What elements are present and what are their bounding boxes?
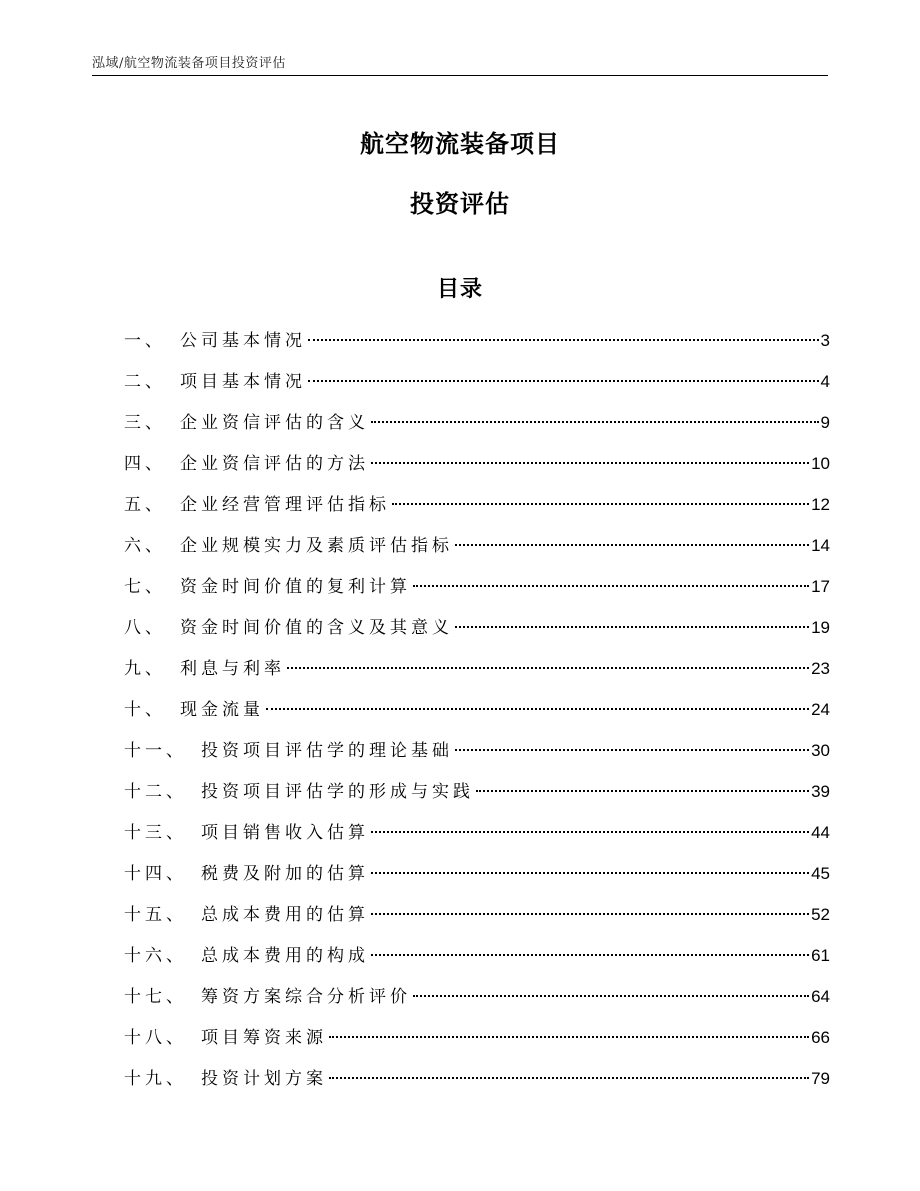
toc-entry-title: 企业规模实力及素质评估指标 <box>180 536 453 556</box>
toc-leader-dots <box>455 626 809 628</box>
toc-entry[interactable] <box>124 402 830 443</box>
toc-entry-title: 企业经营管理评估指标 <box>180 495 390 515</box>
toc-entry-page: 14 <box>811 536 830 555</box>
toc-entry[interactable] <box>124 361 830 402</box>
toc-leader-dots <box>308 380 819 382</box>
toc-entry[interactable] <box>124 320 830 361</box>
toc-entry-number: 五、 <box>124 495 166 515</box>
toc-entry-title: 企业资信评估的方法 <box>180 454 369 474</box>
toc-leader-dots <box>329 1036 809 1038</box>
toc-entry-page: 39 <box>811 782 830 801</box>
toc-entry-number: 七、 <box>124 577 166 597</box>
toc-entry-title: 投资计划方案 <box>201 1069 327 1089</box>
toc-entry-number: 九、 <box>124 659 166 679</box>
toc-leader-dots <box>371 954 809 956</box>
toc-entry-number: 八、 <box>124 618 166 638</box>
toc-leader-dots <box>476 790 809 792</box>
toc-entry[interactable] <box>124 1017 830 1058</box>
toc-entry-title: 税费及附加的估算 <box>201 864 369 884</box>
toc-entry-page: 23 <box>811 659 830 678</box>
toc-leader-dots <box>371 913 809 915</box>
toc-entry-number: 一、 <box>124 331 166 351</box>
toc-entry-number: 十一、 <box>124 741 187 761</box>
toc-entry-title: 总成本费用的构成 <box>201 946 369 966</box>
toc-entry[interactable] <box>124 689 830 730</box>
toc-leader-dots <box>329 1077 809 1079</box>
toc-entry-page: 66 <box>811 1028 830 1047</box>
toc-entry-title: 资金时间价值的复利计算 <box>180 577 411 597</box>
toc-leader-dots <box>455 749 809 751</box>
toc-entry[interactable] <box>124 1058 830 1099</box>
toc-entry-number: 十五、 <box>124 905 187 925</box>
toc-entry-page: 64 <box>811 987 830 1006</box>
document-title: 航空物流装备项目 <box>360 130 560 158</box>
toc-entry-title: 利息与利率 <box>180 659 285 679</box>
toc-entry-title: 资金时间价值的含义及其意义 <box>180 618 453 638</box>
toc-leader-dots <box>371 831 809 833</box>
toc-entry[interactable] <box>124 648 830 689</box>
toc-entry[interactable] <box>124 484 830 525</box>
toc-entry-page: 9 <box>820 413 830 432</box>
toc-leader-dots <box>266 708 809 710</box>
toc-entry-number: 十、 <box>124 700 166 720</box>
toc-entry-page: 61 <box>811 946 830 965</box>
toc-entry[interactable] <box>124 976 830 1017</box>
toc-entry-page: 45 <box>811 864 830 883</box>
toc-entry-page: 3 <box>820 331 830 350</box>
toc-entry-title: 总成本费用的估算 <box>201 905 369 925</box>
toc-leader-dots <box>413 585 809 587</box>
toc-leader-dots <box>371 462 809 464</box>
toc-entry-number: 三、 <box>124 413 166 433</box>
toc-entry[interactable] <box>124 894 830 935</box>
toc-entry-number: 六、 <box>124 536 166 556</box>
toc-entry-page: 52 <box>811 905 830 924</box>
toc-entry-page: 4 <box>820 372 830 391</box>
toc-entry[interactable] <box>124 566 830 607</box>
toc-entry-number: 二、 <box>124 372 166 392</box>
toc-entry-number: 十八、 <box>124 1028 187 1048</box>
toc-entry-page: 24 <box>811 700 830 719</box>
toc-heading: 目录 <box>436 277 483 302</box>
document-subtitle: 投资评估 <box>410 190 510 218</box>
toc-entry-title: 现金流量 <box>180 700 264 720</box>
toc-entry[interactable] <box>124 525 830 566</box>
toc-entry-number: 十六、 <box>124 946 187 966</box>
toc-entry-title: 公司基本情况 <box>180 331 306 351</box>
toc-leader-dots <box>371 421 819 423</box>
toc-entry[interactable] <box>124 853 830 894</box>
toc-entry[interactable] <box>124 771 830 812</box>
page-header: 泓域/航空物流装备项目投资评估 <box>92 56 286 71</box>
toc-entry-page: 12 <box>811 495 830 514</box>
toc-entry-number: 十七、 <box>124 987 187 1007</box>
toc-entry-title: 筹资方案综合分析评价 <box>201 987 411 1007</box>
toc-leader-dots <box>308 339 819 341</box>
toc-entry-title: 项目销售收入估算 <box>201 823 369 843</box>
toc-entry-page: 19 <box>811 618 830 637</box>
table-of-contents <box>124 320 830 1099</box>
toc-leader-dots <box>413 995 809 997</box>
toc-entry[interactable] <box>124 812 830 853</box>
toc-entry-title: 投资项目评估学的理论基础 <box>201 741 453 761</box>
toc-entry-page: 30 <box>811 741 830 760</box>
toc-entry-number: 十二、 <box>124 782 187 802</box>
toc-leader-dots <box>455 544 809 546</box>
toc-entry[interactable] <box>124 607 830 648</box>
header-divider <box>92 75 828 76</box>
toc-entry-number: 四、 <box>124 454 166 474</box>
toc-entry[interactable] <box>124 730 830 771</box>
toc-entry-title: 项目基本情况 <box>180 372 306 392</box>
toc-entry-page: 17 <box>811 577 830 596</box>
toc-leader-dots <box>392 503 809 505</box>
toc-entry-number: 十九、 <box>124 1069 187 1089</box>
toc-entry[interactable] <box>124 935 830 976</box>
toc-entry-page: 79 <box>811 1069 830 1088</box>
toc-entry[interactable] <box>124 443 830 484</box>
toc-entry-number: 十三、 <box>124 823 187 843</box>
toc-entry-page: 10 <box>811 454 830 473</box>
toc-entry-title: 企业资信评估的含义 <box>180 413 369 433</box>
toc-entry-title: 投资项目评估学的形成与实践 <box>201 782 474 802</box>
toc-leader-dots <box>287 667 809 669</box>
toc-entry-title: 项目筹资来源 <box>201 1028 327 1048</box>
toc-entry-number: 十四、 <box>124 864 187 884</box>
toc-leader-dots <box>371 872 809 874</box>
toc-entry-page: 44 <box>811 823 830 842</box>
